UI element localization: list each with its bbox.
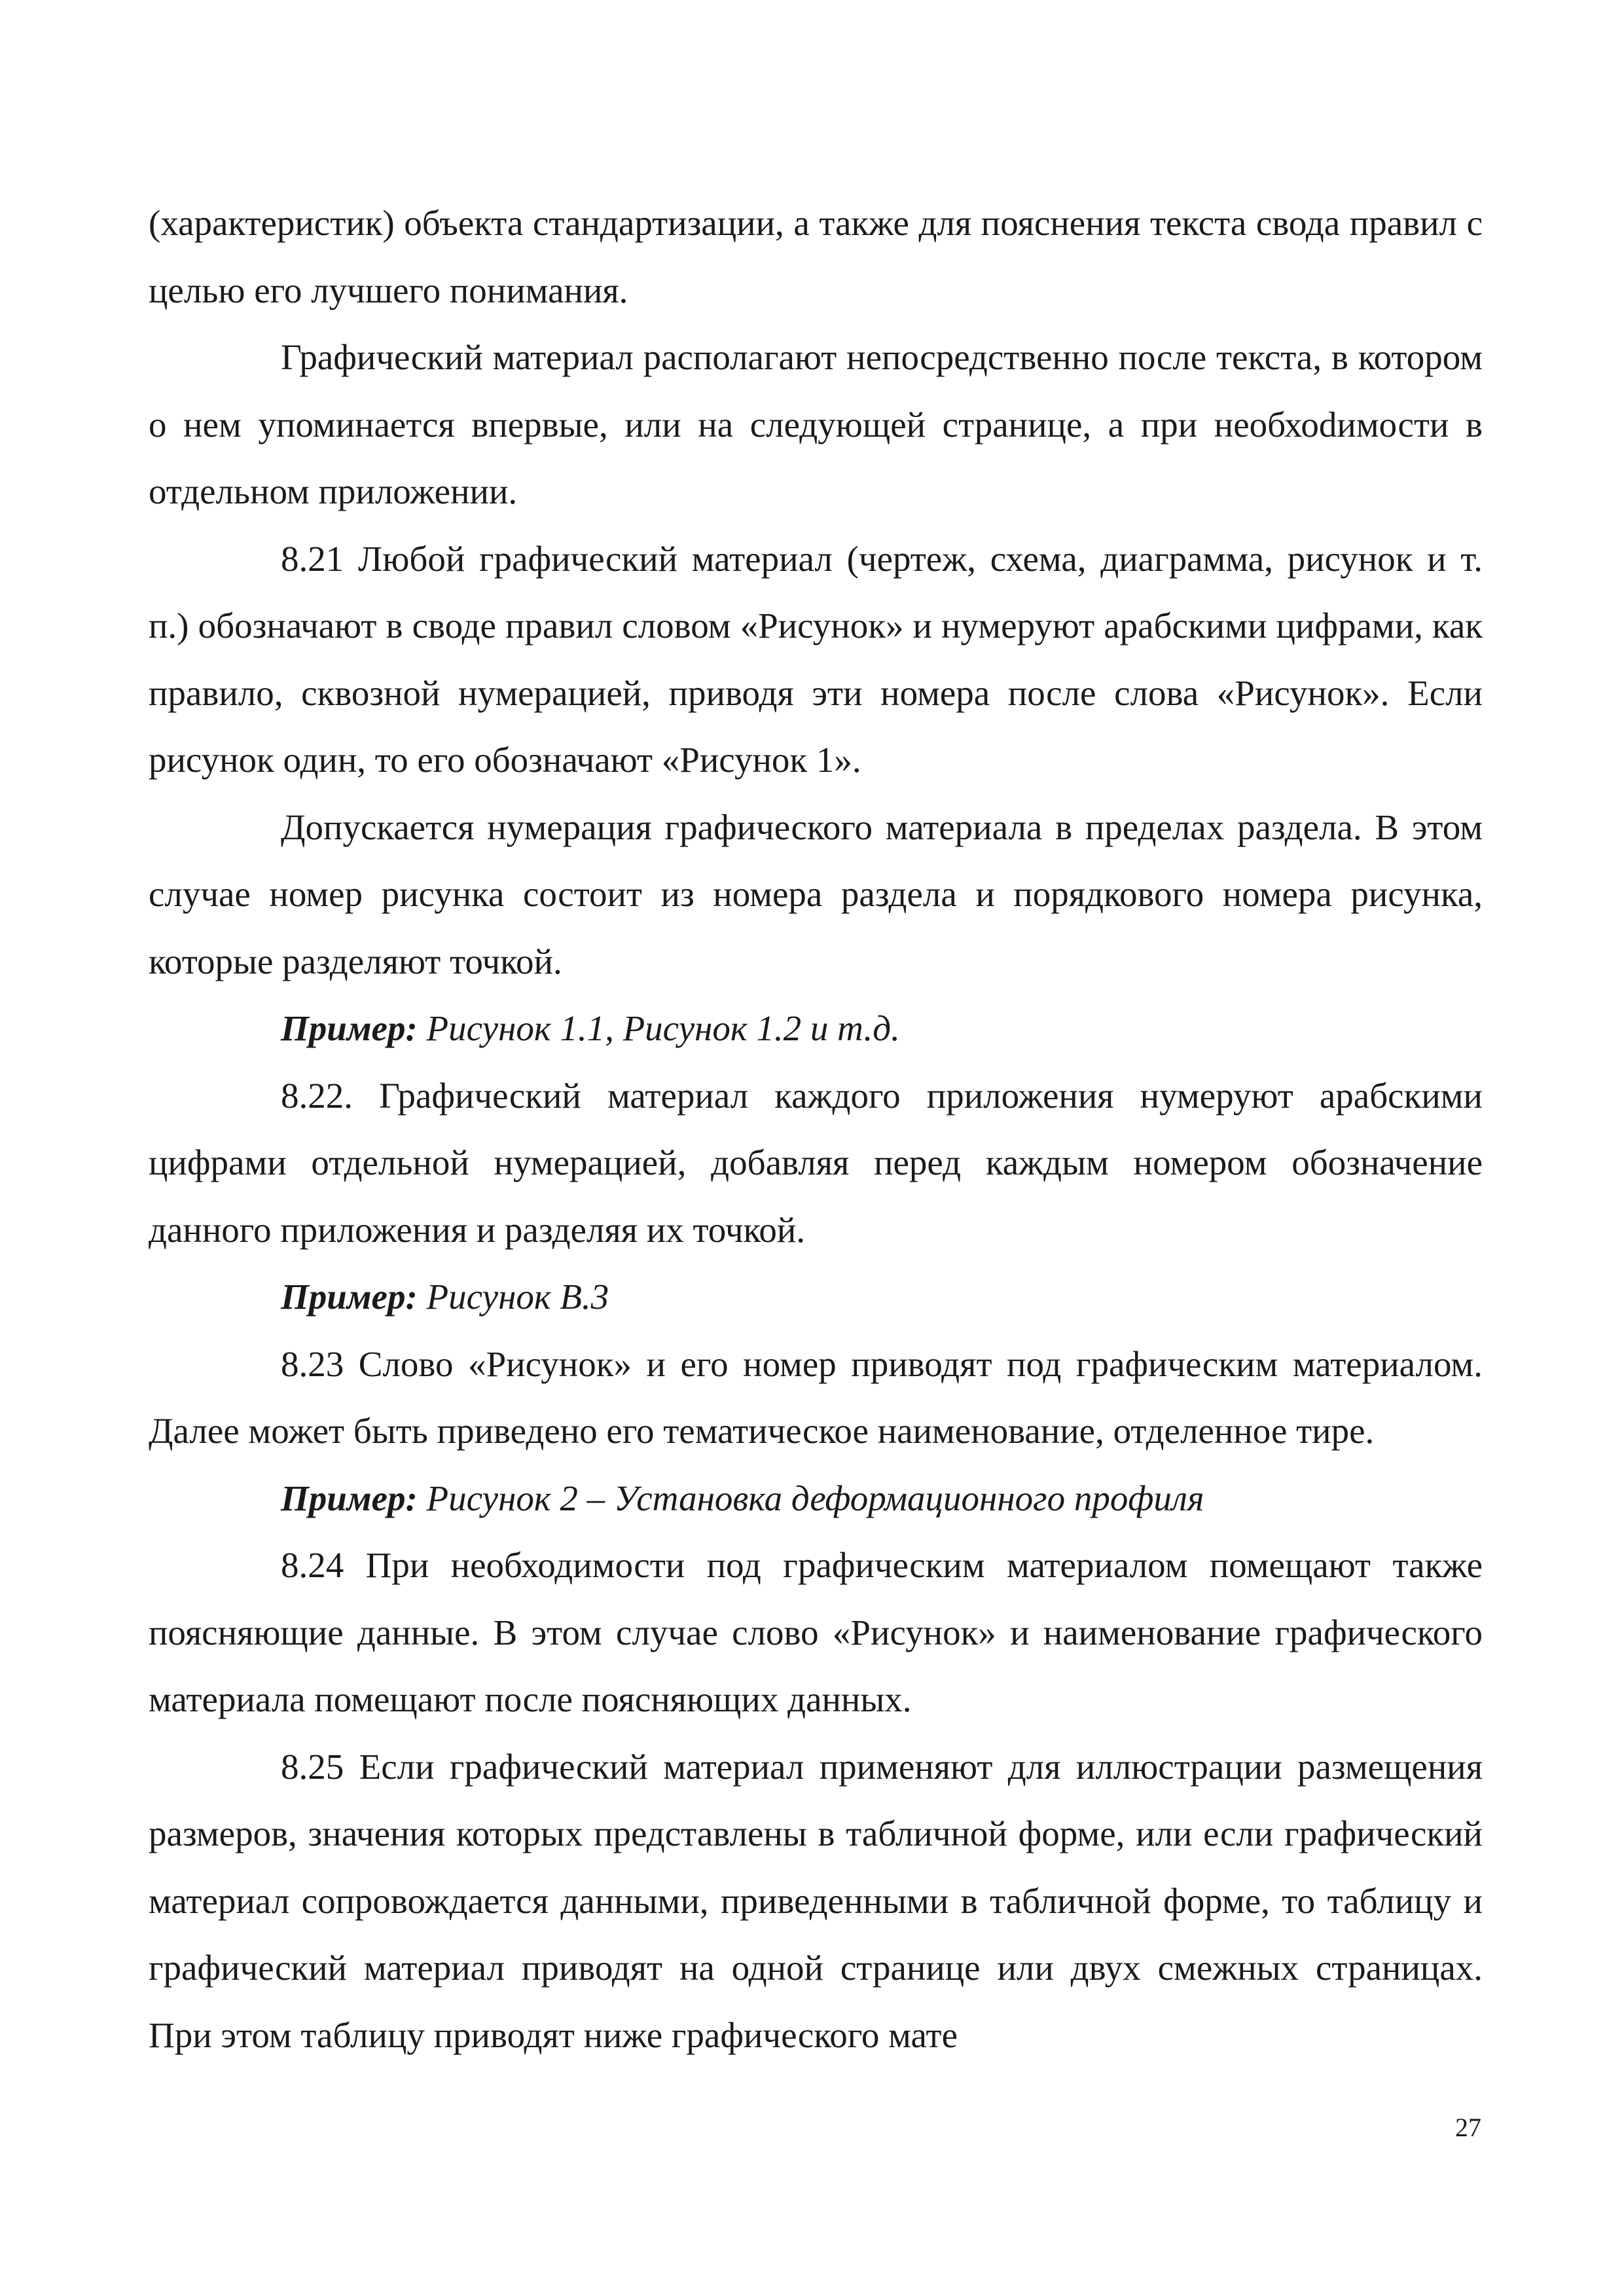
example-label: Пример:: [281, 1008, 418, 1048]
example-text: Рисунок В.3: [426, 1277, 609, 1317]
page-number: 27: [1455, 2113, 1481, 2142]
paragraph-8-22: 8.22. Графический материал каждого приложения нумеруют арабскими цифрами отдельной нумерацией, добавляя перед каждым номером обозначение данного приложения и разделяя их точкой.: [149, 1075, 1483, 1250]
paragraph-8-24: 8.24 При необходимости под графическим материалом помещают также поясняющие данные. В этом случае слово «Рисунок» и наименование графического материала помещают после поясняющих данных.: [149, 1545, 1483, 1719]
paragraph-section-numbering: Допускается нумерация графического материала в пределах раздела. В этом случае номер рисунка состоит из номера раздела и порядкового номера рисунка, которые разделяют точкой.: [149, 807, 1483, 981]
example-2: [149, 1264, 1483, 1331]
paragraph-8-23: 8.23 Слово «Рисунок» и его номер приводят под графическим материалом. Далее может быть приведено его тематическое наименование, отделенное тире.: [149, 1343, 1483, 1451]
example-3: [149, 1465, 1483, 1533]
example-text: Рисунок 2 – Установка деформационного профиля: [426, 1478, 1204, 1518]
example-label: Пример:: [281, 1277, 418, 1317]
paragraph-8-25: 8.25 Если графический материал применяют для иллюстрации размещения размеров, значения которых представлены в табличной форме, или если графический материал сопровождается данными, приведенными в табличной форме, то таблицу и графический материал приводят на одной странице или двух смежных страницах. При этом таблицу приводят ниже графического мате: [149, 1746, 1483, 2055]
paragraph-continuation: (характеристик) объекта стандартизации, а также для пояснения текста свода правил с целью его лучшего понимания.: [149, 203, 1483, 310]
example-1: [149, 995, 1483, 1063]
example-label: Пример:: [281, 1478, 418, 1518]
paragraph-8-21: 8.21 Любой графический материал (чертеж, схема, диаграмма, рисунок и т. п.) обозначают в своде правил словом «Рисунок» и нумеруют арабскими цифрами, как правило, сквозной нумерацией, приводя эти номера после слова «Рисунок». Если рисунок один, то его обозначают «Рисунок 1».: [149, 538, 1483, 780]
paragraph-graphic-placement: Графический материал располагают непосредственно после текста, в котором о нем упоминается впервые, или на следующей странице, а при необхоdимости в отдельном приложении.: [149, 337, 1483, 511]
body-text: [149, 190, 1483, 2069]
example-text: Рисунок 1.1, Рисунок 1.2 и т.д.: [426, 1008, 900, 1048]
